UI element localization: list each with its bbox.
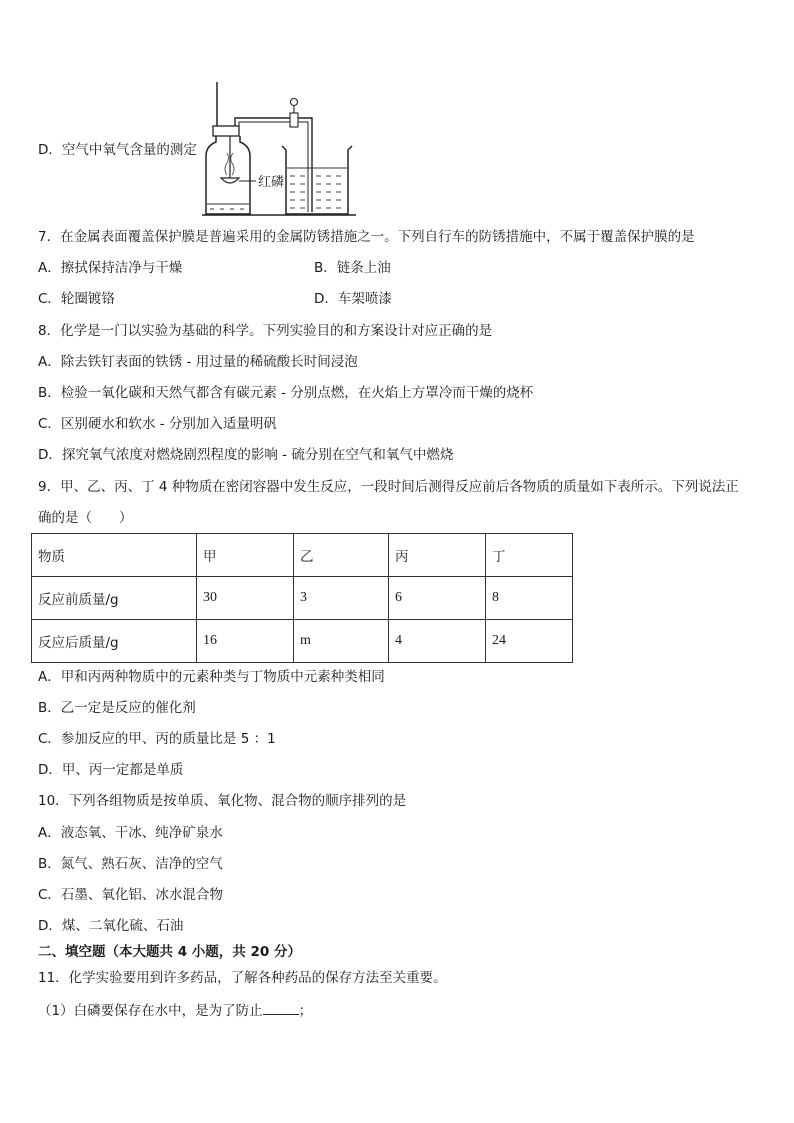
q10-option-c: C．石墨、氧化铝、冰水混合物	[38, 887, 223, 903]
red-phosphorus-label: 红磷	[258, 175, 285, 190]
table-header-row	[32, 534, 573, 577]
q10-option-a: A．液态氧、干冰、纯净矿泉水	[38, 825, 223, 841]
table-header-cell: 丁	[486, 534, 573, 577]
q8-option-b: B．检验一氧化碳和天然气都含有碳元素 - 分别点燃，在火焰上方罩冷而干燥的烧杯	[38, 385, 534, 401]
table-header-cell: 丙	[389, 534, 486, 577]
q11-sub1	[38, 1000, 312, 1021]
q9-mass-table	[31, 533, 573, 663]
table-cell: 6	[389, 577, 486, 620]
q8-option-d: D．探究氧气浓度对燃烧剧烈程度的影响 - 硫分别在空气和氧气中燃烧	[38, 447, 454, 463]
q9-option-d: D．甲、丙一定都是单质	[38, 762, 184, 778]
table-row	[32, 620, 573, 663]
q9-stem-line1: 9．甲、乙、丙、丁 4 种物质在密闭容器中发生反应，一段时间后测得反应前后各物质的质量如下表所示。下列说法正	[38, 479, 739, 495]
q8-option-a: A．除去铁钉表面的铁锈 - 用过量的稀硫酸长时间浸泡	[38, 354, 358, 370]
table-row	[32, 577, 573, 620]
q8-stem: 8．化学是一门以实验为基础的科学。下列实验目的和方案设计对应正确的是	[38, 323, 493, 339]
table-header-cell: 乙	[294, 534, 389, 577]
q7-option-d: D．车架喷漆	[314, 291, 392, 307]
q11-stem: 11．化学实验要用到许多药品，了解各种药品的保存方法至关重要。	[38, 970, 447, 986]
table-cell: m	[294, 620, 389, 663]
table-cell: 4	[389, 620, 486, 663]
table-cell: 8	[486, 577, 573, 620]
q7-option-b: B．链条上油	[314, 260, 391, 276]
q9-stem-line2: 确的是（ ）	[38, 510, 133, 526]
q9-option-b: B．乙一定是反应的催化剂	[38, 700, 196, 716]
table-cell: 24	[486, 620, 573, 663]
q10-stem: 10．下列各组物质是按单质、氧化物、混合物的顺序排列的是	[38, 793, 407, 809]
q8-option-c: C．区别硬水和软水 - 分别加入适量明矾	[38, 416, 277, 432]
table-cell: 反应后质量/g	[32, 620, 197, 663]
section-heading: 二、填空题（本大题共 4 小题，共 20 分）	[38, 944, 301, 960]
table-cell: 16	[197, 620, 294, 663]
q9-option-c: C．参加反应的甲、丙的质量比是 5 ：1	[38, 731, 276, 747]
q7-option-c: C．轮圈镀铬	[38, 291, 115, 307]
q10-option-d: D．煤、二氧化硫、石油	[38, 918, 184, 934]
answer-blank[interactable]	[263, 1000, 299, 1015]
q9-option-a: A．甲和丙两种物质中的元素种类与丁物质中元素种类相同	[38, 669, 385, 685]
table-header-cell: 物质	[32, 534, 197, 577]
q11-sub1-prefix: （1）白磷要保存在水中，是为了防止	[38, 1003, 263, 1019]
table-header-cell: 甲	[197, 534, 294, 577]
oxygen-content-apparatus-diagram	[198, 80, 360, 220]
q7-option-a: A．擦拭保持洁净与干燥	[38, 260, 183, 276]
table-cell: 3	[294, 577, 389, 620]
q7-stem: 7．在金属表面覆盖保护膜是普遍采用的金属防锈措施之一。下列自行车的防锈措施中，不属于覆盖保护膜的是	[38, 229, 695, 245]
q6-option-d: D．空气中氧气含量的测定	[38, 142, 197, 158]
table-cell: 反应前质量/g	[32, 577, 197, 620]
table-cell: 30	[197, 577, 294, 620]
q10-option-b: B．氮气、熟石灰、洁净的空气	[38, 856, 223, 872]
q11-sub1-suffix: ；	[298, 1003, 313, 1019]
